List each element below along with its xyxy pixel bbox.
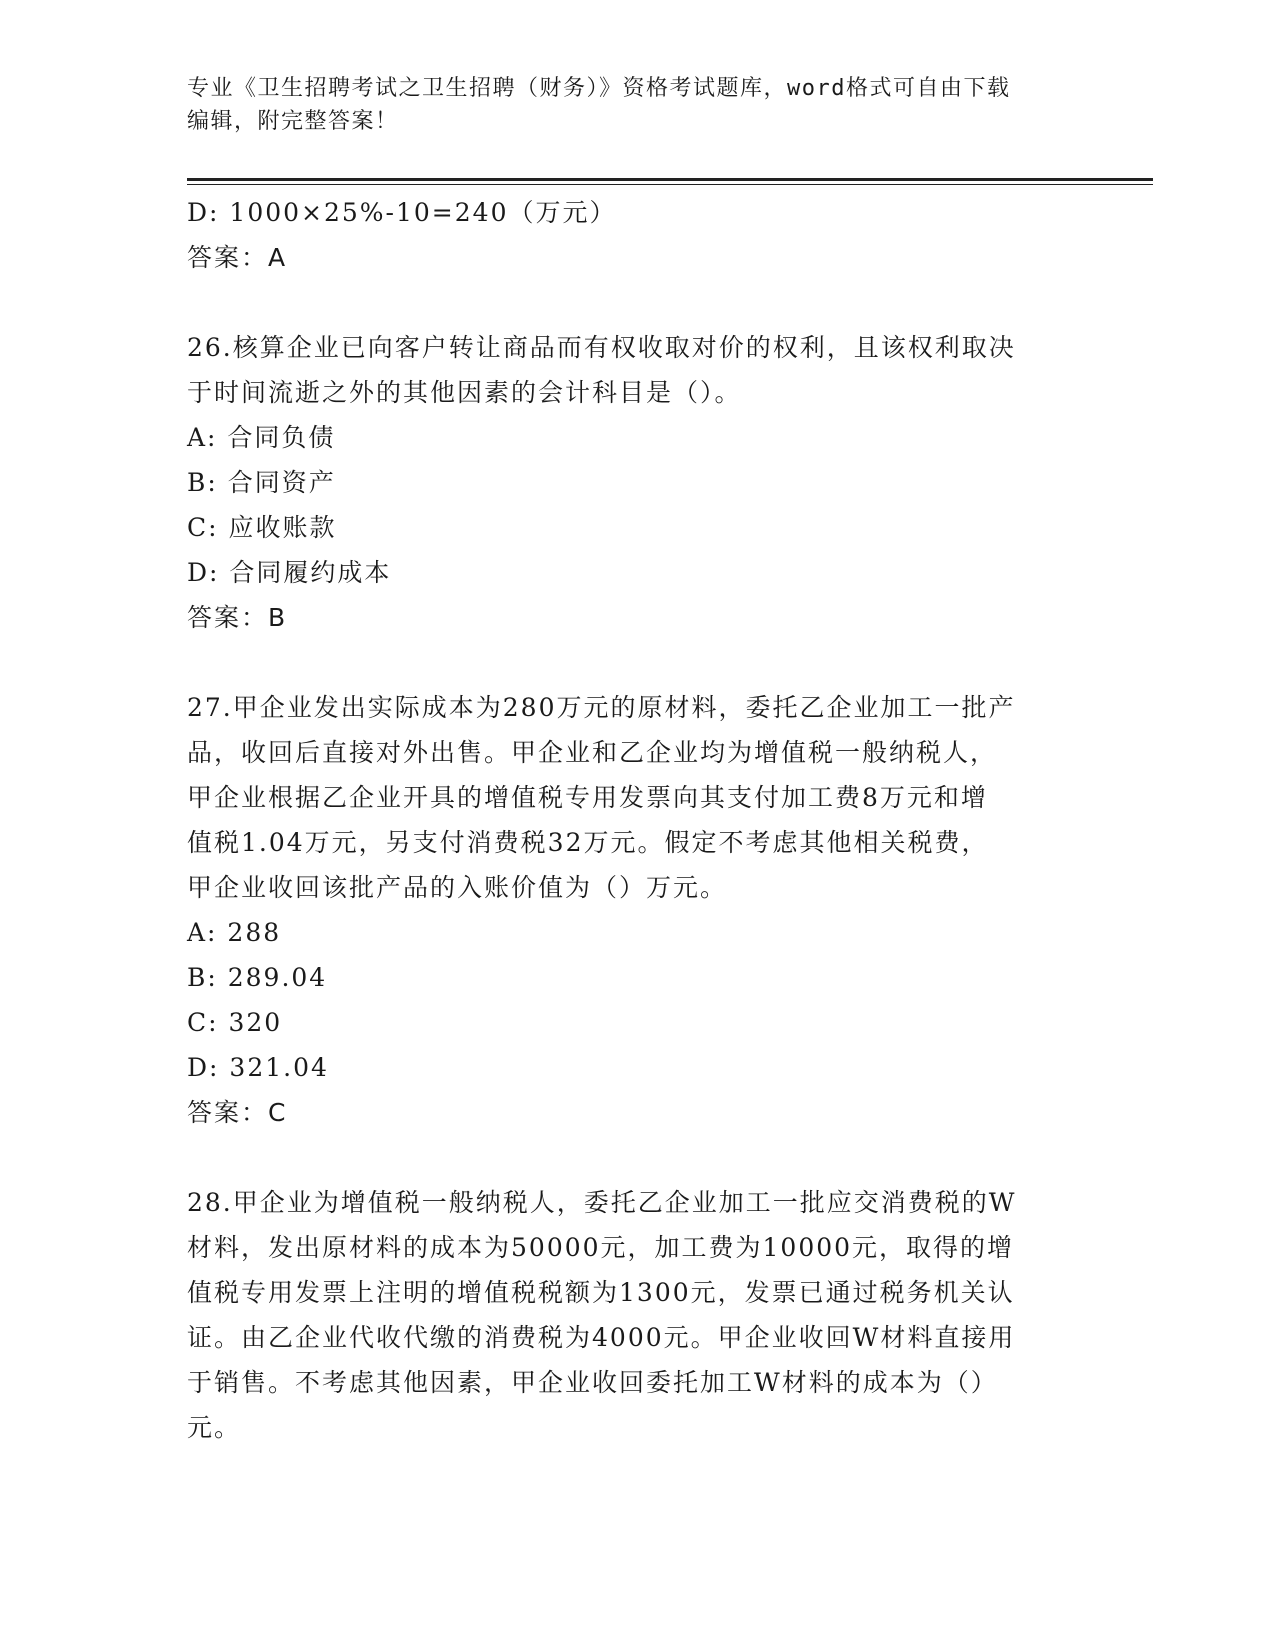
option-d: D: 合同履约成本: [187, 558, 392, 587]
question-28: [187, 1180, 1087, 1450]
question-stem-line: 于销售。不考虑其他因素，甲企业收回委托加工W材料的成本为（）: [187, 1368, 998, 1397]
option-a: A: 288: [187, 918, 282, 947]
prev-option-d: D: 1000×25%-10=240（万元）: [187, 198, 617, 227]
header-divider-thin: [187, 184, 1153, 185]
option-b: B: 289.04: [187, 963, 328, 992]
option-c: C: 320: [187, 1008, 283, 1037]
question-stem-line: 27.甲企业发出实际成本为280万元的原材料，委托乙企业加工一批产: [187, 693, 1016, 722]
option-d: D: 321.04: [187, 1053, 329, 1082]
answer: 答案：B: [187, 603, 288, 632]
header-divider-thick: [187, 178, 1153, 181]
question-27: [187, 685, 1087, 1135]
option-a: A: 合同负债: [187, 423, 336, 452]
spacer: [187, 640, 1087, 685]
prev-answer: 答案：A: [187, 243, 288, 272]
option-c: C: 应收账款: [187, 513, 337, 542]
question-stem-line: 证。由乙企业代收代缴的消费税为4000元。甲企业收回W材料直接用: [187, 1323, 1016, 1352]
question-content: [187, 190, 1087, 1450]
question-stem-line: 元。: [187, 1413, 242, 1442]
header-line-1: 专业《卫生招聘考试之卫生招聘（财务）》资格考试题库，word格式可自由下载: [187, 76, 1011, 101]
option-b: B: 合同资产: [187, 468, 336, 497]
question-stem-line: 甲企业根据乙企业开具的增值税专用发票向其支付加工费8万元和增: [187, 783, 988, 812]
question-stem-line: 26.核算企业已向客户转让商品而有权收取对价的权利，且该权利取决: [187, 333, 1016, 362]
question-stem-line: 28.甲企业为增值税一般纳税人，委托乙企业加工一批应交消费税的W: [187, 1188, 1017, 1217]
question-stem-line: 品，收回后直接对外出售。甲企业和乙企业均为增值税一般纳税人，: [187, 738, 998, 767]
spacer: [187, 1135, 1087, 1180]
question-26: [187, 325, 1087, 640]
question-stem-line: 材料，发出原材料的成本为50000元，加工费为10000元，取得的增: [187, 1233, 1015, 1262]
spacer: [187, 280, 1087, 325]
question-stem-line: 于时间流逝之外的其他因素的会计科目是（）。: [187, 378, 742, 407]
header-line-2: 编辑，附完整答案！: [187, 109, 399, 134]
question-stem-line: 值税1.04万元，另支付消费税32万元。假定不考虑其他相关税费，: [187, 828, 989, 857]
document-header: [187, 72, 1087, 138]
question-stem-line: 值税专用发票上注明的增值税税额为1300元，发票已通过税务机关认: [187, 1278, 1015, 1307]
question-stem-line: 甲企业收回该批产品的入账价值为（）万元。: [187, 873, 728, 902]
answer: 答案：C: [187, 1098, 288, 1127]
